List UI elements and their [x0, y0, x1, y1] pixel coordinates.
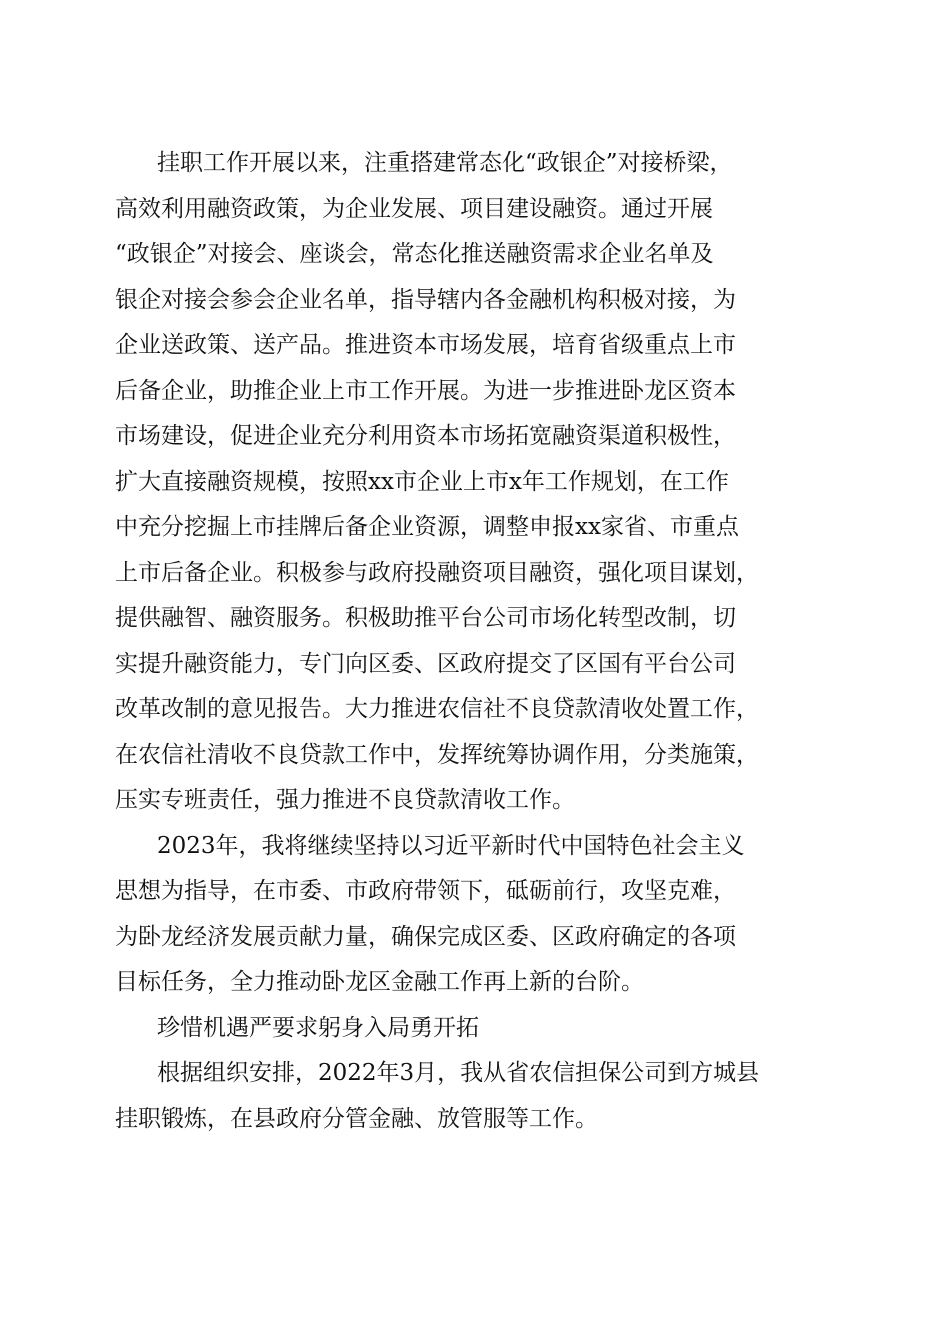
text-line: 挂职锻炼，在县政府分管金融、放管服等工作。 — [115, 1105, 598, 1132]
text-line: 改革改制的意见报告。大力推进农信社不良贷款清收处置工作， — [115, 696, 759, 722]
heading-text: 珍惜机遇严要求躬身入局勇开拓 — [157, 1014, 479, 1041]
text-line: 提供融智、融资服务。积极助推平台公司市场化转型改制，切 — [115, 605, 736, 631]
text-line: 挂职工作开展以来，注重搭建常态化“政银企”对接桥梁， — [157, 150, 733, 176]
text-line: 压实专班责任，强力推进不良贷款清收工作。 — [115, 787, 575, 813]
text-line: 后备企业，助推企业上市工作开展。为进一步推进卧龙区资本 — [115, 377, 736, 404]
paragraph-2023-plan — [115, 824, 835, 1006]
text-line: 实提升融资能力，专门向区委、区政府提交了区国有平台公司 — [115, 650, 736, 677]
text-line: 2023年，我将继续坚持以习近平新时代中国特色社会主义 — [157, 832, 745, 859]
text-line: 在农信社清收不良贷款工作中，发挥统筹协调作用，分类施策， — [115, 741, 759, 768]
text-line: 目标任务，全力推动卧龙区金融工作再上新的台阶。 — [115, 969, 644, 995]
section-heading — [115, 1006, 835, 1052]
text-line: “政银企”对接会、座谈会，常态化推送融资需求企业名单及 — [115, 241, 714, 267]
text-line: 上市后备企业。积极参与政府投融资项目融资，强化项目谋划， — [115, 559, 759, 586]
text-line: 银企对接会参会企业名单，指导辖内各金融机构积极对接，为 — [115, 286, 736, 313]
text-line: 市场建设，促进企业充分利用资本市场拓宽融资渠道积极性， — [115, 423, 736, 449]
text-line: 中充分挖掘上市挂牌后备企业资源，调整申报xx家省、市重点 — [115, 514, 739, 540]
paragraph-financing-work — [115, 141, 835, 824]
text-line: 扩大直接融资规模，按照xx市企业上市x年工作规划，在工作 — [115, 468, 729, 495]
text-line: 思想为指导，在市委、市政府带领下，砥砺前行，攻坚克难， — [115, 878, 736, 904]
text-line: 根据组织安排，2022年3月，我从省农信担保公司到方城县 — [157, 1060, 760, 1086]
paragraph-assignment — [115, 1051, 835, 1142]
text-line: 为卧龙经济发展贡献力量，确保完成区委、区政府确定的各项 — [115, 923, 736, 950]
document-body — [115, 141, 835, 1142]
text-line: 高效利用融资政策，为企业发展、项目建设融资。通过开展 — [115, 195, 713, 222]
text-line: 企业送政策、送产品。推进资本市场发展，培育省级重点上市 — [115, 332, 736, 358]
